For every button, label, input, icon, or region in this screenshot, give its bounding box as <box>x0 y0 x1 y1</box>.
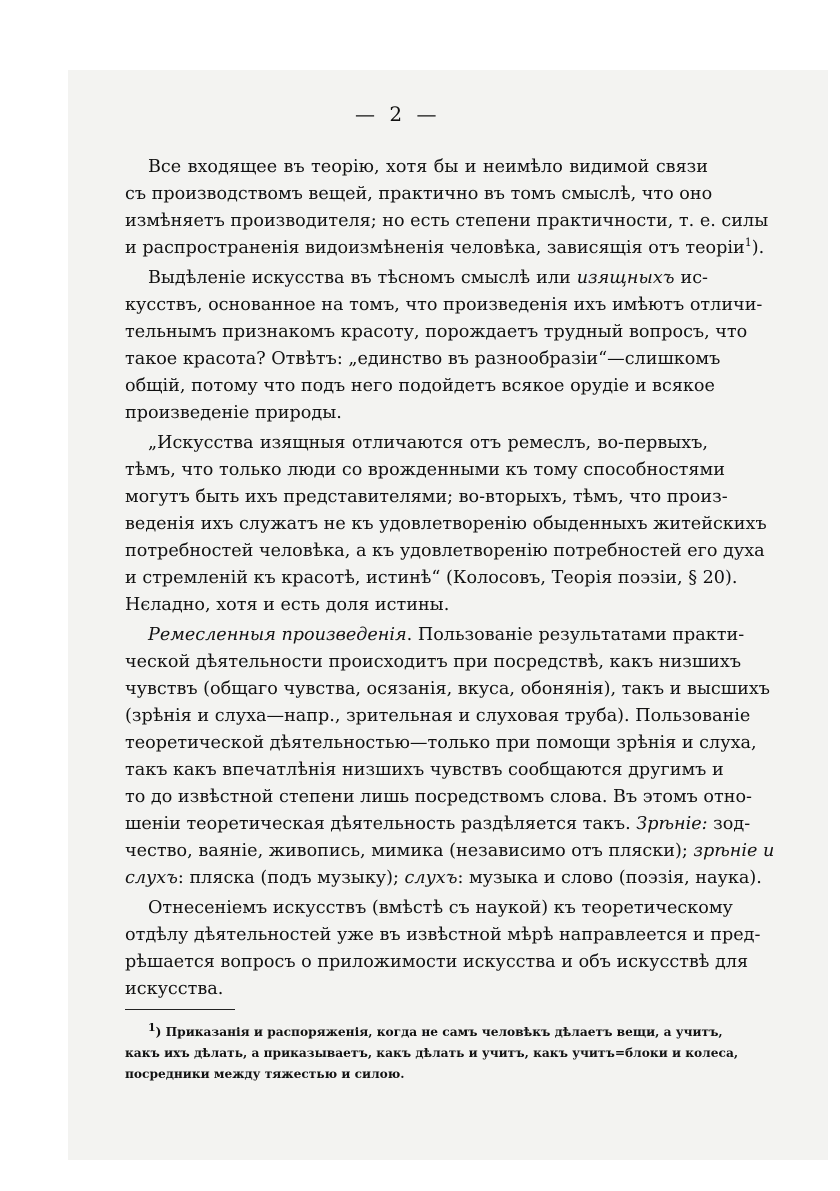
text-line: отдѣлу дѣятельностей уже въ извѣстной мѣрѣ направлеется и пред- <box>125 925 761 945</box>
text-line: измѣняетъ производителя; но есть степени практичности, т. е. силы <box>125 211 769 231</box>
text-line: (зрѣнія и слуха—напр., зрительная и слуховая труба). Пользованіе <box>125 706 751 726</box>
text-line: рѣшается вопросъ о приложимости искусства и объ искусствѣ для <box>125 952 749 972</box>
text-line: съ производствомъ вещей, практично въ томъ смыслѣ, что оно <box>125 184 713 204</box>
footnote-reference: 1 <box>744 236 752 250</box>
text-line: такое красота? Отвѣтъ: „единство въ разнообразіи“—слишкомъ <box>125 349 721 369</box>
text-line: и стремленій къ красотѣ, истинѣ“ (Колосовъ, Теорія поэзіи, § 20). <box>125 568 738 588</box>
footnote-line: $^1$) Приказанія и распоряженія, когда не самъ человѣкъ дѣлаетъ вещи, а учитъ, <box>148 1020 723 1039</box>
text-line: чувствъ (общаго чувства, осязанія, вкуса, обонянія), такъ и высшихъ <box>125 679 770 699</box>
footnote-line: какъ ихъ дѣлать, а приказываетъ, какъ дѣлать и учитъ, какъ учитъ=блоки и колеса, <box>125 1046 739 1060</box>
footnote-divider <box>125 1009 235 1010</box>
emphasis: Зрѣніе: <box>636 814 708 834</box>
text-line: тельнымъ признакомъ красоту, порождаетъ трудный вопросъ, что <box>125 322 748 342</box>
text-line: кусствъ, основанное на томъ, что произведенія ихъ имѣютъ отличи- <box>125 295 763 315</box>
text-line: Нєладно, хотя и есть доля истины. <box>125 595 450 615</box>
text-line: Ремесленныя произведенія. Пользованіе результатами практи- <box>148 625 745 645</box>
emphasis: слухъ <box>125 868 178 888</box>
text-line: тѣмъ, что только люди со врожденными къ тому способностями <box>125 460 725 480</box>
text-line: могутъ быть ихъ представителями; во-вторыхъ, тѣмъ, что произ- <box>125 487 728 507</box>
text-line: произведеніе природы. <box>125 403 342 423</box>
text-line: потребностей человѣка, а къ удовлетворенію потребностей его духа <box>125 541 765 561</box>
footnote-mark: 1 <box>148 1020 156 1034</box>
text-line: теоретической дѣятельностью—только при помощи зрѣнія и слуха, <box>125 733 757 753</box>
emphasis: слухъ <box>404 868 458 888</box>
text-line: и распространенія видоизмѣненія человѣка, зависящія отъ теоріи$^1$). <box>125 236 765 258</box>
page-number: — 2 — <box>355 102 441 126</box>
emphasis: зрѣніе и <box>693 841 775 861</box>
text-line: Выдѣленіе искусства въ тѣсномъ смыслѣ или изящныхъ ис- <box>148 268 708 288</box>
text-line: Все входящее въ теорію, хотя бы и неимѣло видимой связи <box>148 157 708 177</box>
text-line: ческой дѣятельности происходитъ при посредствѣ, какъ низшихъ <box>125 652 742 672</box>
emphasis: изящныхъ <box>576 268 675 288</box>
footnote-line: посредники между тяжестью и силою. <box>125 1067 405 1081</box>
text-line: общій, потому что подъ него подойдетъ всякое орудіе и всякое <box>125 376 715 396</box>
text-line: Отнесеніемъ искусствъ (вмѣстѣ съ наукой) къ теоретическому <box>148 898 733 918</box>
text-line: искусства. <box>125 979 224 999</box>
text-line: веденія ихъ служатъ не къ удовлетворенію обыденныхъ житейскихъ <box>125 514 767 534</box>
text-line: то до извѣстной степени лишь посредствомъ слова. Въ этомъ отно- <box>125 787 753 807</box>
text-line: слухъ: пляска (подъ музыку); слухъ: музыка и слово (поэзія, наука). <box>125 868 762 888</box>
text-line: шеніи теоретическая дѣятельность раздѣляется такъ. Зрѣніе: зод- <box>125 814 751 834</box>
text-line: „Искусства изящныя отличаются отъ ремеслъ, во-первыхъ, <box>148 433 708 453</box>
emphasis: Ремесленныя произведенія <box>148 625 407 645</box>
text-line: чество, ваяніе, живопись, мимика (независимо отъ пляски); зрѣніе и <box>125 841 775 861</box>
text-line: такъ какъ впечатлѣнія низшихъ чувствъ сообщаются другимъ и <box>125 760 724 780</box>
